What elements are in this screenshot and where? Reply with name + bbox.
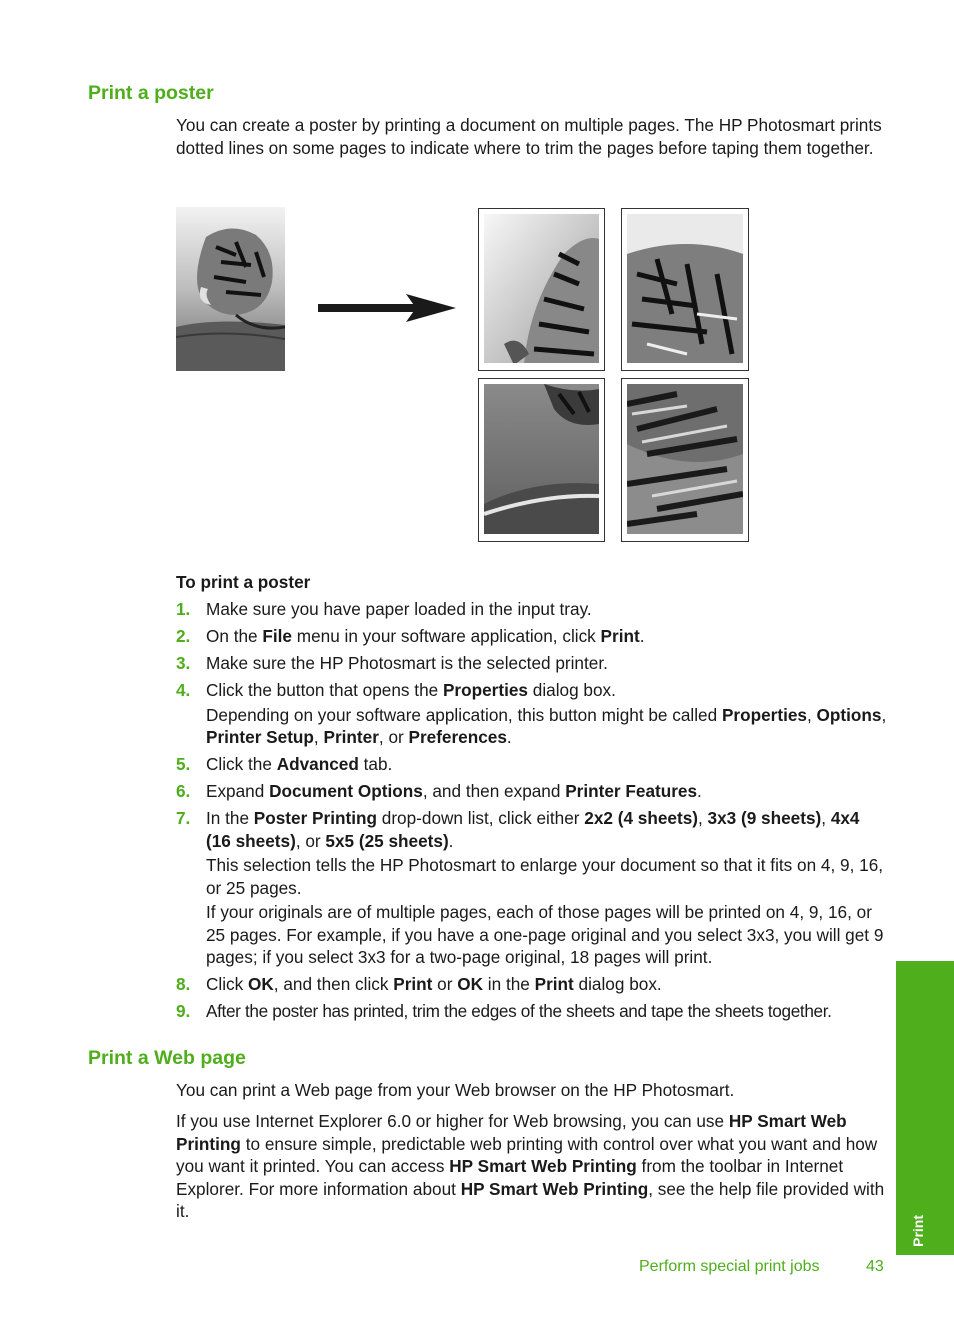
command-name: Print bbox=[600, 626, 640, 646]
button-name: Printer bbox=[323, 727, 379, 747]
step-text: dialog box. bbox=[527, 680, 616, 700]
step-9 bbox=[176, 1000, 888, 1023]
arrow-icon bbox=[316, 293, 458, 323]
step-note: If your originals are of multiple pages, each of those pages will be printed on 4, 9, 16, or 25 pages. For example, if you have a one-page original and you select 3x3, you will get 9 pages; if you select 3x3 for a two-page original, 18 pages will print. bbox=[206, 902, 884, 967]
chapter-side-tab bbox=[896, 961, 954, 1255]
footer-section-title: Perform special print jobs bbox=[639, 1258, 820, 1275]
dialog-name: Print bbox=[534, 974, 574, 994]
step-3 bbox=[176, 652, 888, 675]
web-smart-printing-paragraph bbox=[176, 1110, 886, 1223]
step-text: After the poster has printed, trim the edges of the sheets and tape the sheets together. bbox=[206, 1001, 832, 1021]
paragraph-text: to ensure simple, predictable web printing with control over what you want and how you want it printed. You can access bbox=[176, 1133, 878, 1176]
option-name: Document Options bbox=[269, 781, 423, 801]
step-text: On the bbox=[206, 626, 263, 646]
button-name: OK bbox=[248, 974, 274, 994]
procedure-steps bbox=[176, 598, 888, 1027]
note-text: Depending on your software application, this button might be called bbox=[206, 704, 722, 725]
step-number: 7. bbox=[176, 808, 191, 828]
poster-tile-bottom-right bbox=[621, 378, 749, 542]
option-name: 2x2 (4 sheets) bbox=[584, 808, 698, 828]
step-4 bbox=[176, 679, 888, 749]
step-number: 5. bbox=[176, 754, 191, 774]
original-tiger-photo bbox=[176, 207, 285, 371]
poster-tile-top-left bbox=[478, 208, 605, 371]
button-name: Printer Setup bbox=[206, 727, 314, 747]
option-name: 5x5 (25 sheets) bbox=[325, 830, 449, 851]
feature-name: HP Smart Web Printing bbox=[449, 1156, 637, 1176]
step-5 bbox=[176, 753, 888, 776]
feature-name: HP Smart Web Printing bbox=[460, 1178, 649, 1199]
button-name: Properties bbox=[721, 704, 807, 725]
step-text: Expand bbox=[206, 781, 270, 801]
step-6 bbox=[176, 780, 888, 803]
intro-paragraph: You can create a poster by printing a document on multiple pages. The HP Photosmart prints dotted lines on some pages to indicate where to trim the pages before taping them together. bbox=[176, 115, 882, 158]
button-name: Preferences bbox=[408, 727, 507, 747]
step-text: , bbox=[697, 808, 708, 828]
step-text: in the bbox=[483, 974, 535, 994]
step-text: . bbox=[448, 830, 454, 851]
step-text: drop-down list, click either bbox=[376, 808, 585, 828]
step-text: Click bbox=[206, 974, 249, 994]
step-text: , or bbox=[295, 830, 326, 851]
note-text: , bbox=[806, 704, 817, 725]
poster-tile-top-right bbox=[621, 208, 749, 371]
tab-name: Advanced bbox=[276, 754, 359, 774]
step-1 bbox=[176, 598, 888, 621]
step-text: Make sure you have paper loaded in the input tray. bbox=[206, 599, 592, 619]
step-text: , and then expand bbox=[422, 781, 566, 801]
step-number: 2. bbox=[176, 626, 191, 646]
note-text: . bbox=[506, 727, 512, 747]
chapter-label: Print bbox=[910, 1215, 926, 1247]
poster-tile-bottom-left bbox=[478, 378, 605, 542]
step-text: Make sure the HP Photosmart is the selected printer. bbox=[206, 653, 608, 673]
step-text: menu in your software application, click bbox=[291, 626, 601, 646]
step-text: , and then click bbox=[273, 974, 394, 994]
step-text: Click the bbox=[206, 754, 277, 774]
option-name: 3x3 (9 sheets) bbox=[707, 808, 822, 828]
note-text: , or bbox=[378, 727, 409, 747]
procedure-title: To print a poster bbox=[176, 572, 311, 592]
option-name: Poster Printing bbox=[253, 808, 377, 828]
step-note: This selection tells the HP Photosmart to enlarge your document so that it fits on 4, 9, 16, or 25 pages. bbox=[206, 855, 884, 898]
step-number: 3. bbox=[176, 653, 191, 673]
section-heading-print-poster: Print a poster bbox=[88, 82, 214, 104]
step-note bbox=[206, 704, 888, 749]
note-text: , bbox=[881, 704, 887, 725]
step-text: tab. bbox=[358, 754, 393, 774]
step-text: . bbox=[697, 781, 702, 801]
button-name: Print bbox=[393, 974, 433, 994]
note-text: , bbox=[313, 727, 324, 747]
option-name: 4x4 (16 sheets) bbox=[206, 808, 860, 851]
paragraph-text: If you use Internet Explorer 6.0 or higher for Web browsing, you can use bbox=[176, 1111, 729, 1131]
page-number: 43 bbox=[866, 1258, 884, 1275]
step-text: In the bbox=[206, 808, 254, 828]
paragraph-text: , see the help file provided with it. bbox=[176, 1178, 885, 1221]
step-number: 6. bbox=[176, 781, 191, 801]
step-8 bbox=[176, 973, 888, 996]
option-name: Printer Features bbox=[565, 781, 698, 801]
paragraph-text: from the toolbar in Internet Explorer. For more information about bbox=[176, 1156, 844, 1199]
step-number: 1. bbox=[176, 599, 191, 619]
step-text: , bbox=[821, 808, 831, 828]
dialog-name: Properties bbox=[442, 680, 528, 700]
button-name: OK bbox=[457, 974, 484, 994]
web-intro-paragraph: You can print a Web page from your Web browser on the HP Photosmart. bbox=[176, 1080, 735, 1100]
section-heading-print-web-page: Print a Web page bbox=[88, 1047, 246, 1069]
step-7 bbox=[176, 807, 888, 969]
step-number: 4. bbox=[176, 680, 191, 700]
step-number: 9. bbox=[176, 1001, 191, 1021]
menu-name: File bbox=[262, 626, 292, 646]
feature-name: HP Smart Web Printing bbox=[176, 1111, 847, 1154]
step-2 bbox=[176, 625, 888, 648]
step-text: dialog box. bbox=[573, 974, 662, 994]
step-number: 8. bbox=[176, 974, 191, 994]
button-name: Options bbox=[816, 704, 882, 725]
step-text: . bbox=[639, 626, 645, 646]
step-text: Click the button that opens the bbox=[206, 680, 443, 700]
step-text: or bbox=[432, 974, 458, 994]
